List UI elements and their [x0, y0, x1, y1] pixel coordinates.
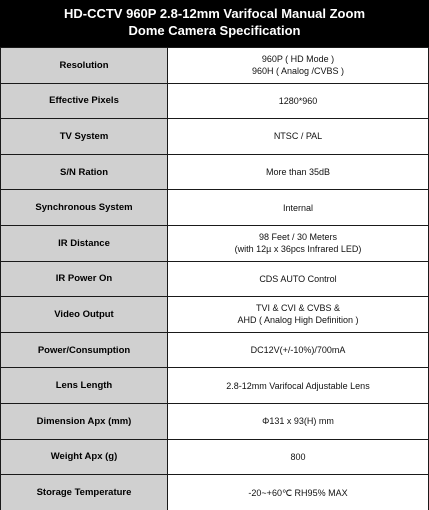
spec-row — [1, 261, 429, 297]
spec-value — [168, 403, 429, 439]
spec-value — [168, 475, 429, 510]
spec-value-line: (with 12µ x 36pcs Infrared LED) — [234, 244, 362, 255]
spec-label: Power/Consumption — [1, 332, 168, 368]
spec-value-line: 98 Feet / 30 Meters — [258, 232, 338, 243]
spec-label: Weight Apx (g) — [1, 439, 168, 475]
spec-value-line: 1280*960 — [278, 95, 318, 106]
spec-row — [1, 190, 429, 226]
spec-label: Resolution — [1, 48, 168, 84]
spec-label: IR Distance — [1, 225, 168, 261]
spec-row — [1, 83, 429, 119]
spec-label: Effective Pixels — [1, 83, 168, 119]
spec-value — [168, 225, 429, 261]
spec-value-line: Φ131 x 93(H) mm — [262, 416, 334, 427]
spec-value — [168, 119, 429, 155]
spec-value — [168, 83, 429, 119]
spec-value — [168, 297, 429, 333]
spec-row — [1, 368, 429, 404]
spec-row — [1, 332, 429, 368]
spec-value — [168, 154, 429, 190]
spec-label: Storage Temperature — [1, 475, 168, 510]
title-line-2: Dome Camera Specification — [128, 23, 301, 38]
spec-value-line: More than 35dB — [265, 167, 331, 178]
spec-row — [1, 119, 429, 155]
spec-value-line: 960H ( Analog /CVBS ) — [251, 66, 345, 77]
spec-row — [1, 475, 429, 510]
spec-label: S/N Ration — [1, 154, 168, 190]
spec-row — [1, 225, 429, 261]
spec-value-line: 2.8-12mm Varifocal Adjustable Lens — [226, 380, 370, 391]
spec-row — [1, 297, 429, 333]
spec-value — [168, 48, 429, 84]
spec-label: Video Output — [1, 297, 168, 333]
spec-value-line: CDS AUTO Control — [259, 273, 337, 284]
spec-table — [0, 47, 429, 510]
spec-value — [168, 261, 429, 297]
spec-value-line: -20~+60℃ RH95% MAX — [248, 487, 348, 498]
spec-value-line: 800 — [290, 451, 306, 462]
spec-value-line: DC12V(+/-10%)/700mA — [250, 345, 346, 356]
spec-value — [168, 439, 429, 475]
spec-row — [1, 48, 429, 84]
spec-row — [1, 439, 429, 475]
spec-label: Dimension Apx (mm) — [1, 403, 168, 439]
spec-value — [168, 368, 429, 404]
spec-value — [168, 332, 429, 368]
spec-label: Lens Length — [1, 368, 168, 404]
spec-label: IR Power On — [1, 261, 168, 297]
spec-value-line: TVI & CVI & CVBS & — [255, 303, 341, 314]
spec-row — [1, 403, 429, 439]
spec-label: Synchronous System — [1, 190, 168, 226]
title-banner — [0, 0, 429, 47]
spec-value — [168, 190, 429, 226]
spec-value-line: 960P ( HD Mode ) — [261, 54, 335, 65]
spec-value-line: NTSC / PAL — [273, 131, 323, 142]
spec-row — [1, 154, 429, 190]
title-line-1: HD-CCTV 960P 2.8-12mm Varifocal Manual Zoom — [63, 6, 366, 21]
spec-value-line: AHD ( Analog High Definition ) — [237, 315, 359, 326]
spec-label: TV System — [1, 119, 168, 155]
spec-value-line: Internal — [282, 202, 314, 213]
